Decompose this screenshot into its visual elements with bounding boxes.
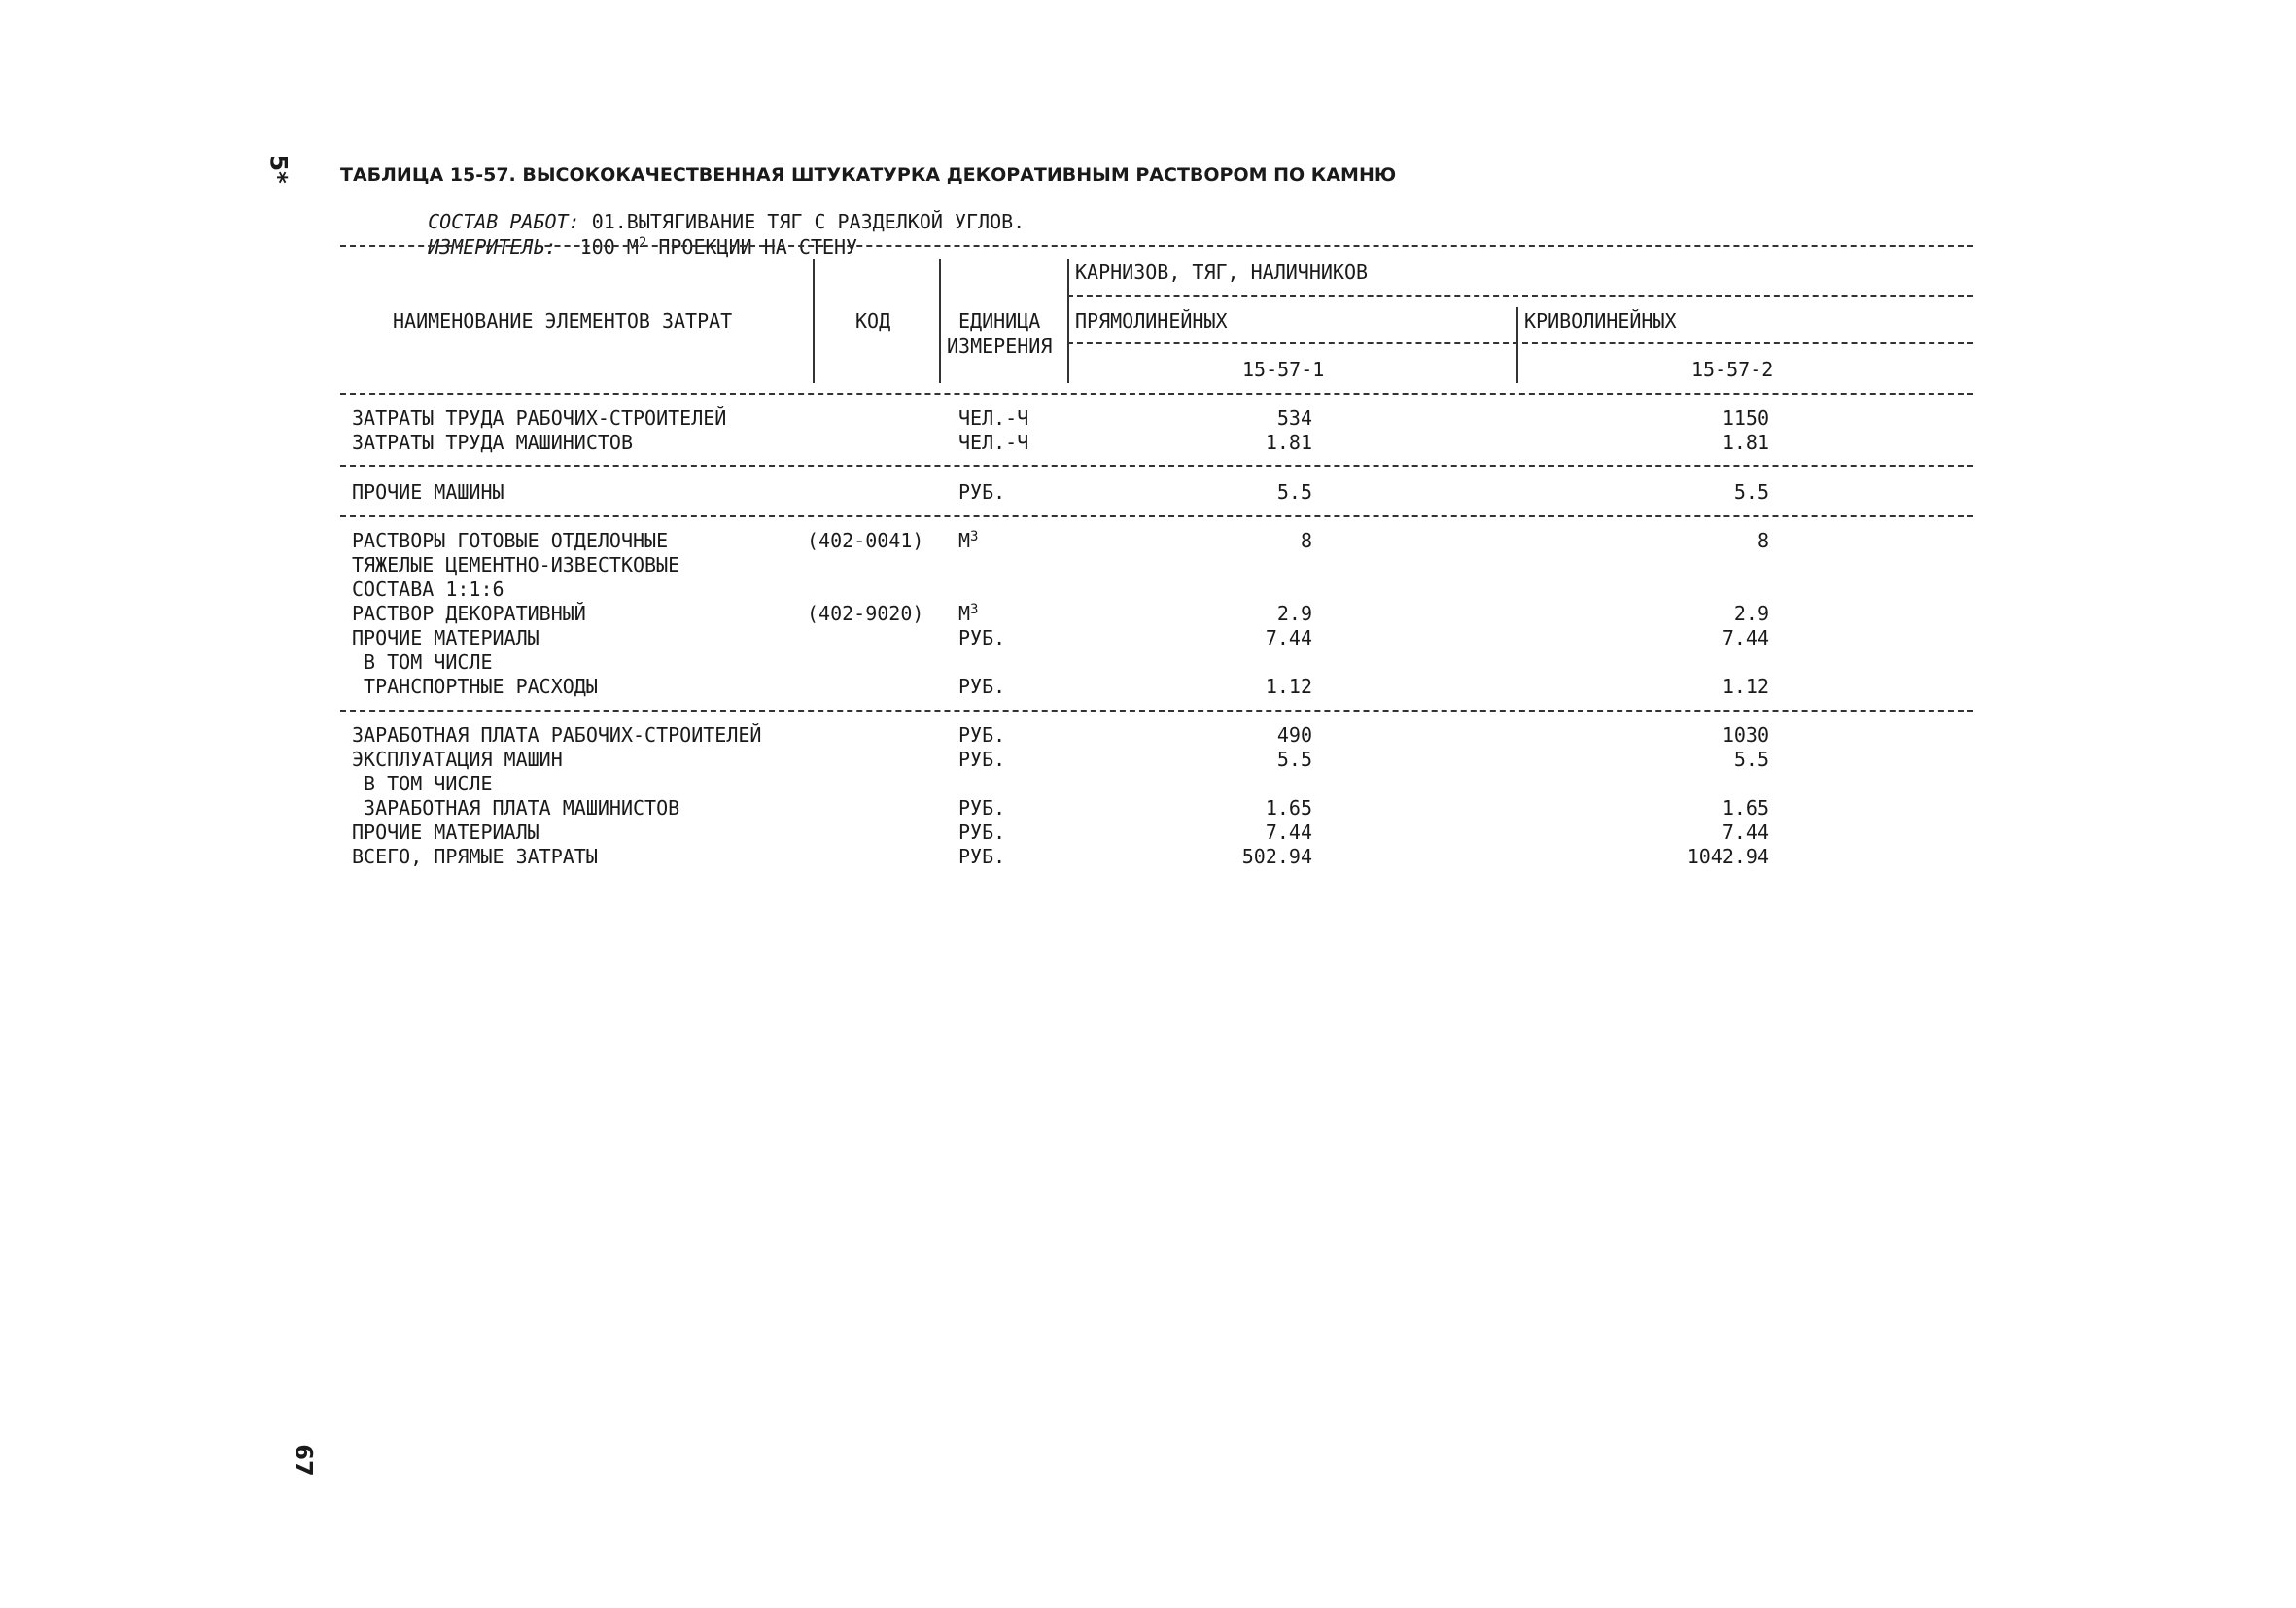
rule-top [340, 245, 1973, 247]
col-sub1-header: ПРЯМОЛИНЕЙНЫХ [1075, 309, 1228, 332]
row-value-1: 1.12 [1265, 675, 1312, 698]
row-unit: РУБ. [958, 821, 1006, 844]
row-value-1: 7.44 [1265, 821, 1312, 844]
unit-post: ПРОЕКЦИИ НА СТЕНУ [646, 235, 858, 259]
row-value-1: 2.9 [1276, 602, 1312, 625]
row-name: ЗАТРАТЫ ТРУДА РАБОЧИХ-СТРОИТЕЛЕЙ [352, 406, 727, 430]
rule-group [1067, 295, 1973, 297]
row-value-2: 2.9 [1733, 602, 1769, 625]
col-sub2-header: КРИВОЛИНЕЙНЫХ [1524, 309, 1677, 332]
row-value-2: 1.12 [1722, 675, 1769, 698]
row-value-2: 1042.94 [1687, 845, 1769, 868]
row-value-2: 1030 [1722, 723, 1769, 747]
row-value-2: 8 [1757, 529, 1769, 552]
row-name: В ТОМ ЧИСЛЕ [352, 772, 493, 795]
row-value-2: 1150 [1722, 406, 1769, 430]
table-title: ТАБЛИЦА 15-57. ВЫСОКОКАЧЕСТВЕННАЯ ШТУКАТУРКА ДЕКОРАТИВНЫМ РАСТВОРОМ ПО КАМНЮ [340, 164, 1397, 186]
row-value-1: 5.5 [1276, 748, 1312, 771]
row-unit: РУБ. [958, 845, 1006, 868]
row-value-1: 5.5 [1276, 480, 1312, 504]
rule-sub [1067, 342, 1973, 344]
col-code-header: КОД [855, 309, 891, 332]
work-label: СОСТАВ РАБОТ: [428, 210, 580, 233]
row-value-1: 7.44 [1265, 626, 1312, 649]
margin-mark: 5* [264, 155, 293, 184]
row-code: (402-0041) [807, 529, 924, 552]
sep-name-code [813, 259, 815, 383]
row-unit-sup: 3 [970, 602, 979, 617]
row-value-2: 1.81 [1722, 431, 1769, 454]
row-value-1: 502.94 [1241, 845, 1312, 868]
row-unit: РУБ. [958, 675, 1006, 698]
row-name: ЗАРАБОТНАЯ ПЛАТА РАБОЧИХ-СТРОИТЕЛЕЙ [352, 723, 762, 747]
row-value-1: 490 [1276, 723, 1312, 747]
rule-section-1 [340, 465, 1973, 467]
row-name: ПРОЧИЕ МАТЕРИАЛЫ [352, 626, 539, 649]
col-id2: 15-57-2 [1691, 358, 1774, 381]
row-value-2: 5.5 [1733, 480, 1769, 504]
row-unit-sup: 3 [970, 529, 979, 544]
unit-sup: 2 [638, 235, 647, 251]
row-unit: РУБ. [958, 480, 1006, 504]
row-unit: $М^3$ [958, 529, 979, 552]
col-group-header: КАРНИЗОВ, ТЯГ, НАЛИЧНИКОВ [1075, 261, 1369, 284]
row-value-2: 1.65 [1722, 796, 1769, 820]
unit-label: ИЗМЕРИТЕЛЬ: [428, 235, 557, 259]
sep-unit-values [1067, 259, 1069, 383]
page-number: 67 [290, 1444, 318, 1477]
row-name: ПРОЧИЕ МАШИНЫ [352, 480, 504, 504]
row-unit: ЧЕЛ.-Ч [958, 431, 1029, 454]
row-name: ЭКСПЛУАТАЦИЯ МАШИН [352, 748, 563, 771]
row-name: РАСТВОР ДЕКОРАТИВНЫЙ [352, 602, 586, 625]
rule-header-bottom [340, 393, 1973, 395]
row-value-2: 5.5 [1733, 748, 1769, 771]
row-value-1: 534 [1276, 406, 1312, 430]
unit-pre: 100 М [579, 235, 639, 259]
row-unit: РУБ. [958, 723, 1006, 747]
col-id1: 15-57-1 [1242, 358, 1325, 381]
row-unit: РУБ. [958, 626, 1006, 649]
row-value-1: 1.65 [1265, 796, 1312, 820]
row-code: (402-9020) [807, 602, 924, 625]
work-text: 01.ВЫТЯГИВАНИЕ ТЯГ С РАЗДЕЛКОЙ УГЛОВ. [591, 210, 1026, 233]
col-name-header: НАИМЕНОВАНИЕ ЭЛЕМЕНТОВ ЗАТРАТ [393, 309, 733, 332]
row-name: ЗАРАБОТНАЯ ПЛАТА МАШИНИСТОВ [352, 796, 680, 820]
row-name: ЗАТРАТЫ ТРУДА МАШИНИСТОВ [352, 431, 633, 454]
measurement-unit [404, 212, 857, 259]
row-unit: ЧЕЛ.-Ч [958, 406, 1029, 430]
col-unit-header-1: ЕДИНИЦА [958, 309, 1041, 332]
row-value-1: 8 [1300, 529, 1312, 552]
row-value-2: 7.44 [1722, 821, 1769, 844]
row-name: ВСЕГО, ПРЯМЫЕ ЗАТРАТЫ [352, 845, 598, 868]
row-name: СОСТАВА 1:1:6 [352, 577, 504, 601]
row-name: ТРАНСПОРТНЫЕ РАСХОДЫ [352, 675, 598, 698]
row-value-2: 7.44 [1722, 626, 1769, 649]
row-value-1: 1.81 [1265, 431, 1312, 454]
rule-section-3 [340, 710, 1973, 712]
row-name: ПРОЧИЕ МАТЕРИАЛЫ [352, 821, 539, 844]
col-unit-header-2: ИЗМЕРЕНИЯ [947, 334, 1053, 358]
row-unit: $М^3$ [958, 602, 979, 625]
row-name: ТЯЖЕЛЫЕ ЦЕМЕНТНО-ИЗВЕСТКОВЫЕ [352, 553, 680, 577]
row-unit: РУБ. [958, 796, 1006, 820]
sep-code-unit [939, 259, 941, 383]
row-unit: РУБ. [958, 748, 1006, 771]
rule-section-2 [340, 515, 1973, 517]
row-name: В ТОМ ЧИСЛЕ [352, 650, 493, 674]
sep-values [1516, 307, 1518, 383]
row-name: РАСТВОРЫ ГОТОВЫЕ ОТДЕЛОЧНЫЕ [352, 529, 669, 552]
